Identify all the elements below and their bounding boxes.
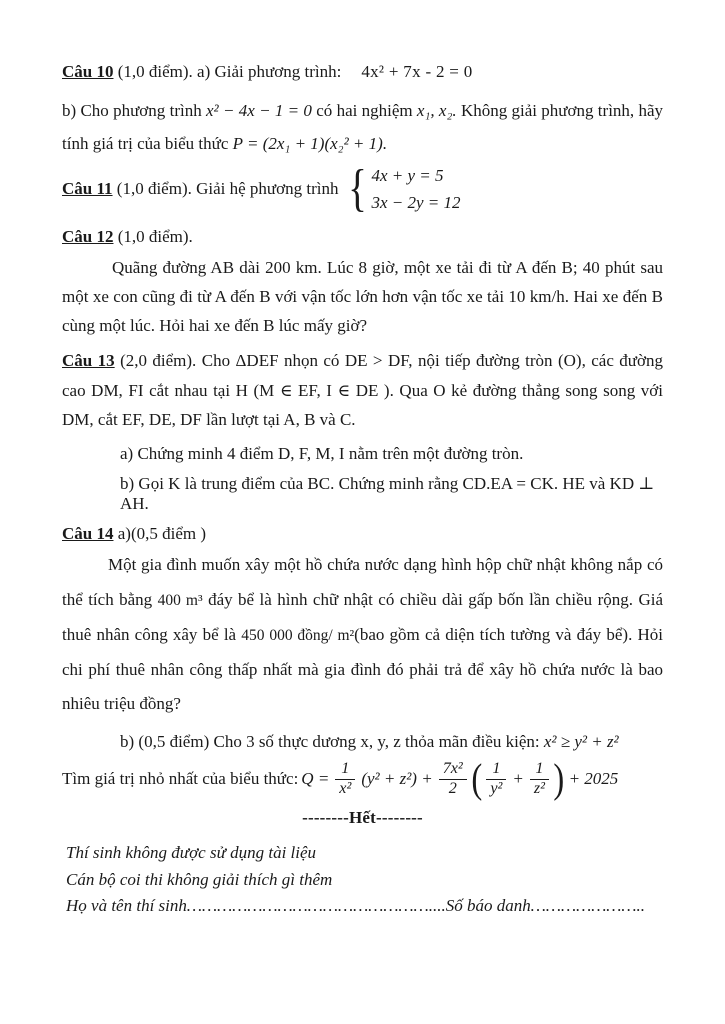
q10-equation-a: 4x² + 7x - 2 = 0 — [361, 62, 473, 81]
footer-rule-1: Thí sinh không được sử dụng tài liệu — [66, 843, 317, 863]
equation-system — [345, 162, 461, 216]
q10b-text-post: Không giải phương trình, hãy tính giá trị của biểu thức — [62, 101, 664, 154]
q14-text-2: đáy bể là hình chữ nhật có chiều dài gấp bốn lần chiều rộng. Giá thuê nhân công xây bể là — [62, 589, 663, 644]
q11-label: Câu 11 — [62, 179, 113, 199]
q14b-condition: x² ≥ y² + z² — [543, 732, 619, 752]
q14-min-text: Tìm giá trị nhỏ nhất của biểu thức: — [62, 769, 299, 789]
q11-heading-text — [62, 179, 339, 199]
fraction-1-denominator: x² — [339, 779, 352, 797]
q14-heading — [62, 524, 663, 544]
fraction-4-denominator: z² — [533, 779, 545, 797]
q14-item-b — [62, 732, 663, 752]
footer-rule-2: Cán bộ coi thi không giải thích gì thêm — [66, 869, 333, 889]
q10-label: Câu 10 — [62, 62, 114, 81]
end-marker: --------Hết-------- — [302, 808, 423, 828]
fraction-1-numerator: 1 — [335, 760, 355, 780]
q14-min-line — [62, 756, 663, 802]
q14-paragraph — [62, 548, 663, 722]
exam-footer — [62, 840, 663, 919]
q10-heading — [62, 62, 663, 82]
q12-intro: (1,0 điểm). — [113, 226, 193, 246]
formula-term-1: (y² + z²) + — [361, 769, 433, 789]
fraction-2 — [439, 760, 467, 798]
formula-tail: + 2025 — [568, 769, 619, 789]
q14-text-3: (bao gồm cả diện tích tường và đáy bể). Hỏi chi phí thuê nhân công thấp nhất mà gia đình đó phải trả để xây hồ chứa nước là bao nhiêu triệu đồng? — [62, 624, 663, 714]
fraction-4-numerator: 1 — [530, 760, 549, 780]
q13-paragraph — [62, 346, 663, 434]
q12-heading — [62, 227, 663, 247]
q13-label: Câu 13 — [62, 351, 115, 371]
formula-plus: + — [512, 769, 524, 789]
q11-intro: (1,0 điểm). Giải hệ phương trình — [112, 179, 339, 199]
q10-intro: (1,0 điểm). a) Giải phương trình: — [113, 62, 342, 81]
close-paren-glyph: ) — [553, 756, 565, 802]
q10b-expression: P = (2x₁ + 1)(x₂² + 1). — [232, 134, 388, 154]
q14-intro: a)(0,5 điểm ) — [113, 524, 207, 544]
system-equation-1: 4x + y = 5 — [371, 166, 444, 186]
q10-part-b — [62, 94, 663, 160]
open-paren-glyph: ( — [471, 756, 482, 802]
q10b-roots: x₁, x₂. — [416, 101, 457, 120]
q14-label: Câu 14 — [62, 524, 114, 544]
fraction-2-numerator: 7x² — [439, 760, 467, 780]
q14b-text: b) (0,5 điểm) Cho 3 số thực dương x, y, z thỏa mãn điều kiện: — [120, 732, 544, 752]
q12-label: Câu 12 — [62, 226, 114, 246]
q14-price-value: 450 000 đồng/ m² — [241, 626, 355, 644]
system-equation-2: 3x − 2y = 12 — [371, 193, 461, 213]
formula-lhs: Q = — [301, 769, 330, 789]
system-equations — [371, 162, 460, 216]
q13-item-a: a) Chứng minh 4 điểm D, F, M, I nằm trên một đường tròn. — [120, 444, 524, 464]
footer-name-line: Họ và tên thí sinh…………………………………………....Số báo danh………………….. — [66, 896, 646, 916]
q13-item-b: b) Gọi K là trung điểm của BC. Chứng minh rằng CD.EA = CK. HE và KD ⊥ AH. — [120, 474, 655, 514]
fraction-3-denominator: y² — [490, 779, 503, 797]
q10b-text-mid: có hai nghiệm — [311, 101, 417, 120]
fraction-4 — [530, 760, 549, 798]
fraction-3-numerator: 1 — [486, 760, 506, 780]
q14-text-1: Một gia đình muốn xây một hồ chứa nước dạng hình hộp chữ nhật không nắp có thể tích bằng — [62, 555, 663, 609]
q10b-text-pre: b) Cho phương trình — [62, 101, 207, 120]
q14-volume-value: 400 m³ — [157, 591, 203, 609]
fraction-2-denominator: 2 — [448, 779, 457, 797]
fraction-1 — [335, 760, 355, 798]
q13-body: (2,0 điểm). Cho ΔDEF nhọn có DE > DF, nội tiếp đường tròn (O), các đường cao DM, FI cắt nhau tại H (M ∈ EF, I ∈ DE ). Qua O kẻ đường thẳng song song với DM, cắt EF, DE, DF lần lượt tại A, B và C. — [62, 351, 663, 429]
brace-glyph: { — [347, 160, 367, 218]
fraction-3 — [486, 760, 506, 798]
q12-paragraph: Quãng đường AB dài 200 km. Lúc 8 giờ, một xe tải đi từ A đến B; 40 phút sau một xe con cũng đi từ A đến B với vận tốc lớn hơn vận tốc xe tải 10 km/h. Hai xe đến B cùng một lúc. Hỏi hai xe đến B lúc mấy giờ? — [62, 257, 663, 336]
q11-heading — [62, 162, 663, 216]
q10b-equation: x² − 4x − 1 = 0 — [206, 101, 312, 120]
